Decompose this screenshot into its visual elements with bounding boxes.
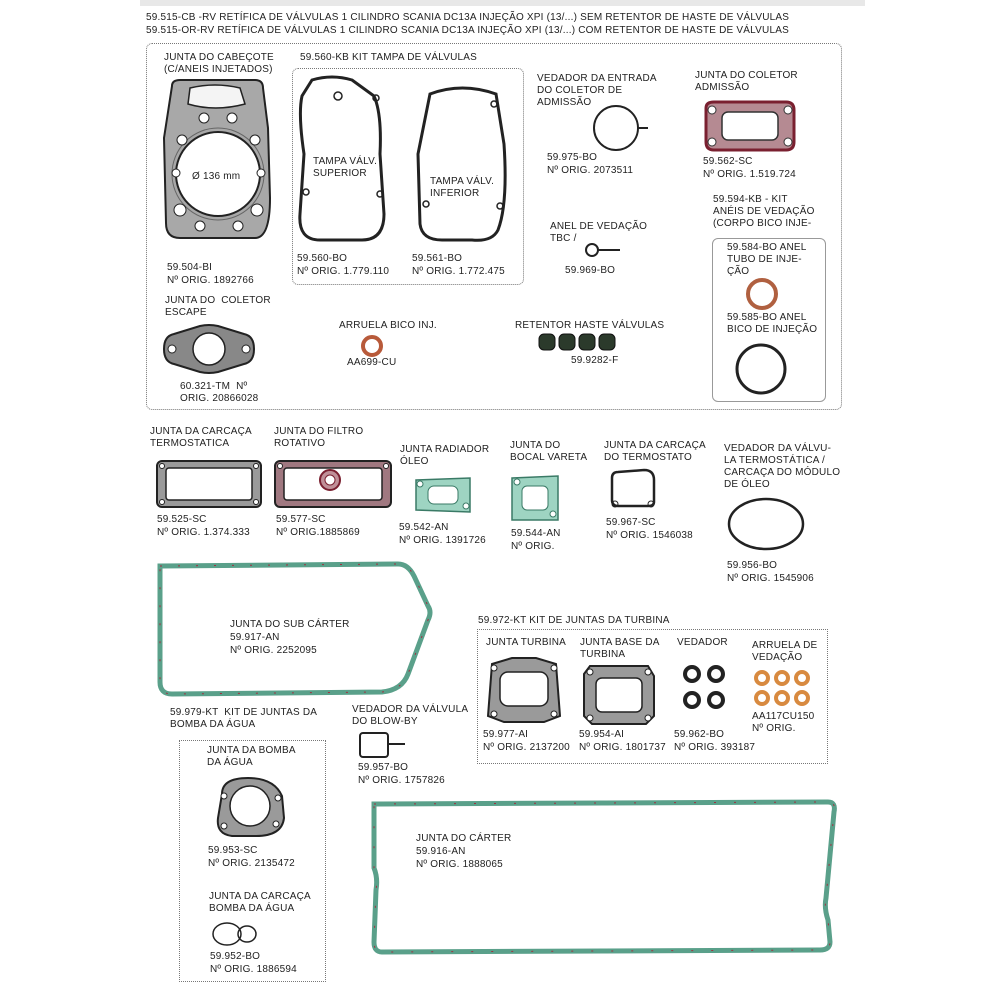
turbina-title: JUNTA TURBINA [486, 637, 567, 648]
thermostat-housing-gasket-image [154, 458, 264, 510]
bocal-orig: Nº ORIG. [511, 541, 555, 552]
thermostatic-valve-seal-image [726, 496, 806, 552]
injector-ring-image [732, 340, 790, 398]
sub-carter-orig: Nº ORIG. 2252095 [230, 645, 317, 656]
base-turbina-code: 59.954-AI [579, 729, 625, 740]
thermostat-gasket-image [608, 466, 658, 510]
kit-bomba-title: 59.979-KT KIT DE JUNTAS DA BOMBA DA ÁGUA [170, 707, 318, 730]
vedador-turbina-orig: Nº ORIG. 393187 [674, 742, 756, 753]
filtro-orig: Nº ORIG.1885869 [276, 527, 360, 538]
retentor-code: 59.9282-F [571, 355, 619, 366]
vedador-entrada-title: VEDADOR DA ENTRADA DO COLETOR DE ADMISSÃO [537, 73, 657, 108]
coletor-admissao-title: JUNTA DO COLETOR ADMISSÃO [695, 70, 798, 93]
injector-washer-image [360, 334, 384, 358]
retentor-title: RETENTOR HASTE VÁLVULAS [515, 320, 665, 331]
lower-cover-orig: Nº ORIG. 1.772.475 [412, 266, 505, 277]
vedador-turbina-code: 59.962-BO [674, 729, 725, 740]
radiador-orig: Nº ORIG. 1391726 [399, 535, 486, 546]
cabecote-diameter: Ø 136 mm [192, 171, 241, 182]
vedador-valvula-orig: Nº ORIG. 1545906 [727, 573, 814, 584]
turbine-seals-image [680, 660, 728, 716]
upper-cover-orig: Nº ORIG. 1.779.110 [297, 266, 390, 277]
anel-tbc-code: 59.969-BO [565, 265, 616, 276]
kit-tampa-title: 59.560-KB KIT TAMPA DE VÁLVULAS [300, 52, 478, 63]
oil-pan-gasket-image [368, 798, 840, 956]
anel-tbc-title: ANEL DE VEDAÇÃO TBC / [550, 221, 648, 244]
blowby-orig: Nº ORIG. 1757826 [358, 775, 445, 786]
base-turbina-orig: Nº ORIG. 1801737 [579, 742, 666, 753]
kit-aneis-title: 59.594-KB - KIT ANÉIS DE VEDAÇÃO (CORPO BICO INJE- [713, 194, 815, 229]
arruela-turbina-code: AA117CU150 Nº ORIG. [752, 711, 815, 734]
bocal-code: 59.544-AN [511, 528, 561, 539]
carter-code: 59.916-AN [416, 846, 466, 857]
turbine-base-gasket-image [580, 662, 658, 728]
top-bar [140, 0, 865, 6]
header-line-2: 59.515-OR-RV RETÍFICA DE VÁLVULAS 1 CILINDRO SCANIA DC13A INJEÇÃO XPI (13/...) COM RETENTOR DE HASTE DE VÁLVULAS [146, 25, 789, 36]
carter-orig: Nº ORIG. 1888065 [416, 859, 503, 870]
intake-manifold-gasket-image [700, 98, 800, 154]
vedador-valvula-code: 59.956-BO [727, 560, 778, 571]
vedador-turbina-title: VEDADOR [677, 637, 728, 648]
header-line-1: 59.515-CB -RV RETÍFICA DE VÁLVULAS 1 CILINDRO SCANIA DC13A INJEÇÃO XPI (13/...) SEM RETENTOR DE HASTE DE VÁLVULAS [146, 12, 790, 23]
bomba-code: 59.953-SC [208, 845, 258, 856]
sub-carter-title: JUNTA DO SUB CÁRTER [230, 619, 350, 630]
coletor-escape-title: JUNTA DO COLETOR ESCAPE [165, 295, 271, 318]
radiador-title: JUNTA RADIADOR ÓLEO [400, 444, 490, 467]
carcaca-bomba-code: 59.952-BO [210, 951, 261, 962]
upper-cover-code: 59.560-BO [297, 253, 348, 264]
upper-cover-label: TAMPA VÁLV. SUPERIOR [313, 156, 378, 179]
bomba-title: JUNTA DA BOMBA DA ÁGUA [207, 745, 296, 768]
carcaca-termostato-code: 59.967-SC [606, 517, 656, 528]
arruela-bico-code: AA699-CU [347, 357, 397, 368]
base-turbina-title: JUNTA BASE DA TURBINA [580, 637, 660, 660]
copper-washers-image [752, 668, 816, 708]
radiador-code: 59.542-AN [399, 522, 449, 533]
vedador-entrada-orig: Nº ORIG. 2073511 [547, 165, 634, 176]
carcaca-termostato-orig: Nº ORIG. 1546038 [606, 530, 693, 541]
carcaca-termo-title: JUNTA DA CARCAÇA TERMOSTATICA [150, 426, 252, 449]
carter-title: JUNTA DO CÁRTER [416, 833, 512, 844]
cylinder-head-gasket-image [160, 78, 275, 243]
carcaca-termostato-title: JUNTA DA CARCAÇA DO TERMOSTATO [604, 440, 706, 463]
coletor-admissao-code: 59.562-SC [703, 156, 753, 167]
coletor-admissao-orig: Nº ORIG. 1.519.724 [703, 169, 796, 180]
sub-carter-code: 59.917-AN [230, 632, 280, 643]
turbina-code: 59.977-AI [483, 729, 529, 740]
carcaca-bomba-orig: Nº ORIG. 1886594 [210, 964, 297, 975]
rotary-filter-gasket-image [272, 458, 394, 510]
carcaca-termo-orig: Nº ORIG. 1.374.333 [157, 527, 250, 538]
kit-turbina-title: 59.972-KT KIT DE JUNTAS DA TURBINA [478, 615, 670, 626]
coletor-escape-code: 60.321-TM Nº ORIG. 20866028 [180, 381, 259, 404]
blowby-code: 59.957-BO [358, 762, 409, 773]
injection-tube-ring-image [744, 276, 780, 312]
carcaca-termo-code: 59.525-SC [157, 514, 207, 525]
dipstick-gasket-image [508, 472, 562, 524]
cabecote-orig: Nº ORIG. 1892766 [167, 275, 254, 286]
blowby-title: VEDADOR DA VÁLVULA DO BLOW-BY [352, 704, 469, 727]
lower-cover-label: TAMPA VÁLV. INFERIOR [430, 176, 495, 199]
water-pump-gasket-image [212, 774, 288, 840]
turbina-orig: Nº ORIG. 2137200 [483, 742, 570, 753]
valve-stem-seals-image [537, 332, 617, 352]
filtro-code: 59.577-SC [276, 514, 326, 525]
arruela-turbina-title: ARRUELA DE VEDAÇÃO [752, 640, 818, 663]
bocal-title: JUNTA DO BOCAL VARETA [510, 440, 588, 463]
lower-cover-code: 59.561-BO [412, 253, 463, 264]
blowby-valve-seal-image [357, 730, 409, 760]
filtro-title: JUNTA DO FILTRO ROTATIVO [274, 426, 364, 449]
anel-bico-title: 59.585-BO ANEL BICO DE INJEÇÃO [727, 312, 818, 335]
tbc-ring-image [584, 241, 624, 261]
cabecote-code: 59.504-BI [167, 262, 213, 273]
intake-seal-image [586, 104, 656, 152]
vedador-entrada-code: 59.975-BO [547, 152, 598, 163]
carcaca-bomba-title: JUNTA DA CARCAÇA BOMBA DA ÁGUA [209, 891, 311, 914]
anel-tubo-title: 59.584-BO ANEL TUBO DE INJE- ÇÃO [727, 242, 807, 277]
oil-cooler-gasket-image [410, 472, 476, 518]
bomba-orig: Nº ORIG. 2135472 [208, 858, 295, 869]
vedador-valvula-title: VEDADOR DA VÁLVU- LA TERMOSTÁTICA / CARCAÇA DO MÓDULO DE ÓLEO [724, 443, 841, 490]
water-pump-housing-seal-image [210, 920, 260, 948]
cabecote-title: JUNTA DO CABEÇOTE (C/ANEIS INJETADOS) [164, 52, 274, 75]
exhaust-manifold-gasket-image [160, 322, 258, 376]
lower-valve-cover-gasket-image [412, 84, 512, 244]
turbine-gasket-image [484, 654, 564, 726]
arruela-bico-title: ARRUELA BICO INJ. [339, 320, 437, 331]
